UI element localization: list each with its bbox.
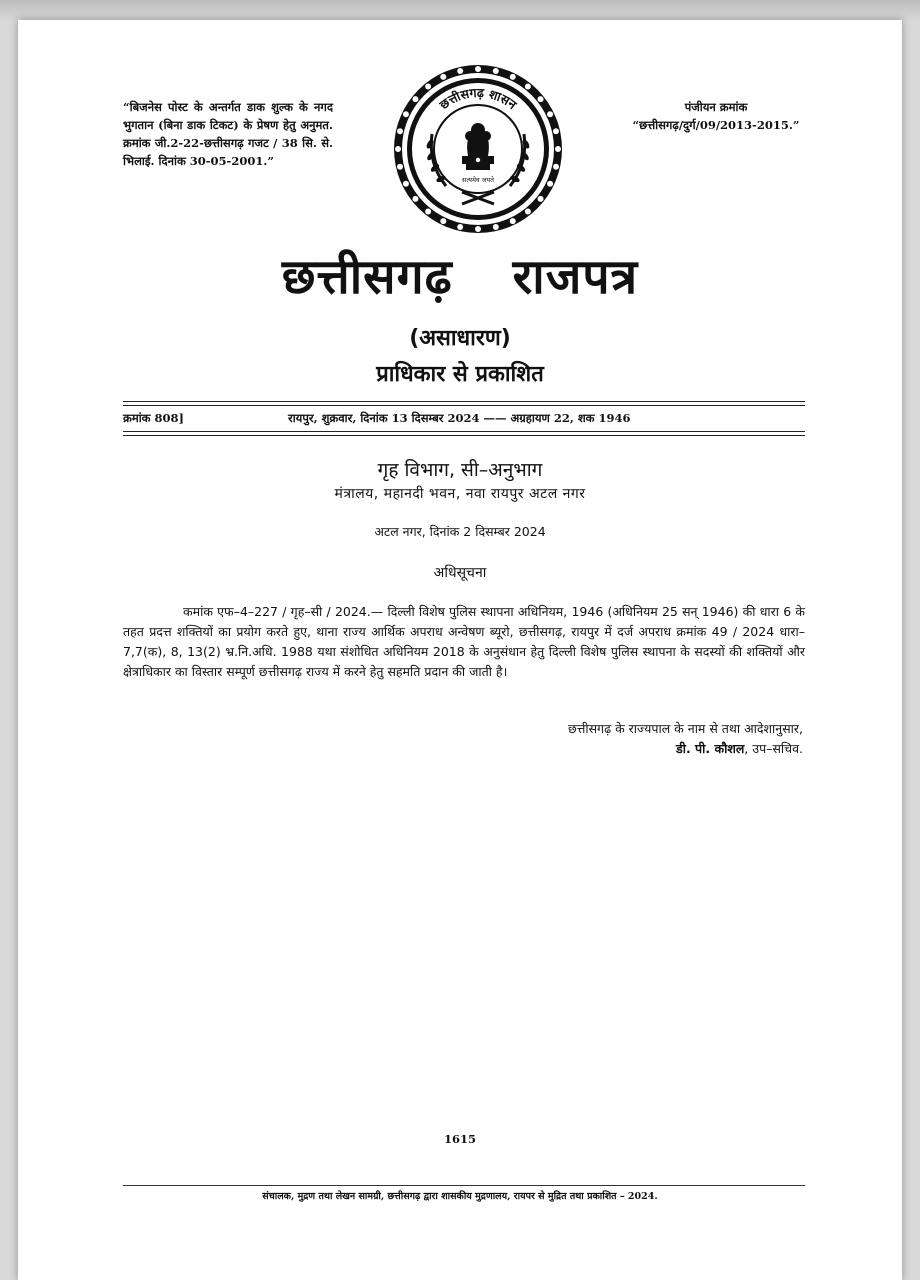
- registration-number: “छत्तीसगढ़/दुर्ग/09/2013-2015.”: [632, 118, 800, 132]
- postal-permission-note: “बिजनेस पोस्ट के अन्तर्गत डाक शुल्क के नगद भुगतान (बिना डाक टिकट) के प्रेषण हेतु अनुमत. क्रमांक जी.2-22-छत्तीसगढ़ गजट / 38 सि. से. भिलाई. दिनांक 30-05-2001.”: [123, 100, 333, 168]
- emblem-ring-notch: [457, 68, 463, 74]
- registration-label: पंजीयन क्रमांक: [684, 100, 748, 114]
- page-number: 1615: [443, 1132, 476, 1146]
- extraordinary-label: (असाधारण): [409, 326, 511, 351]
- emblem-ring-notch: [397, 128, 403, 134]
- emblem-ring-notch: [412, 96, 418, 102]
- signatory: [378, 740, 803, 757]
- signatory-name: डी. पी. कौशल: [676, 741, 745, 756]
- published-by-authority: प्राधिकार से प्रकाशित: [376, 362, 544, 387]
- emblem-ring-notch: [475, 66, 481, 72]
- emblem-motto: सत्यमेव जयते: [462, 176, 494, 184]
- emblem-ring-notch: [440, 74, 446, 80]
- double-rule-bottom-2: [123, 435, 805, 436]
- double-rule-bottom: [123, 431, 805, 432]
- emblem-ring-notch: [440, 218, 446, 224]
- title-gazette: राजपत्र: [512, 249, 639, 305]
- registration-note: [616, 98, 816, 134]
- double-rule-top-2: [123, 405, 805, 406]
- emblem-ring-notch: [425, 83, 431, 89]
- title-state: छत्तीसगढ़: [281, 249, 453, 305]
- emblem-ring-notch: [412, 196, 418, 202]
- gazette-title: [18, 243, 902, 308]
- emblem-ring-notch: [538, 196, 544, 202]
- emblem-ring-notch: [403, 181, 409, 187]
- place-and-date: अटल नगर, दिनांक 2 दिसम्बर 2024: [374, 524, 546, 539]
- footer-rule: [123, 1185, 805, 1186]
- signatory-title: , उप–सचिव.: [744, 741, 803, 756]
- printer-line: संचालक, मुद्रण तथा लेखन सामग्री, छत्तीसगढ़ द्वारा शासकीय मुद्रणालय, रायपर से मुद्रित तथा प्रकाशित – 2024.: [262, 1191, 658, 1202]
- scan-shadow: [0, 0, 920, 22]
- double-rule-top: [123, 401, 805, 402]
- emblem-ring-notch: [425, 209, 431, 215]
- gazette-page: [18, 20, 902, 1280]
- emblem-ring-notch: [475, 226, 481, 232]
- emblem-ring-notch: [547, 181, 553, 187]
- issue-date-line: रायपुर, शुक्रवार, दिनांक 13 दिसम्बर 2024 —— अग्रहायण 22, शक 1946: [288, 411, 631, 425]
- notification-heading: अधिसूचना: [433, 565, 487, 581]
- emblem-ring-notch: [510, 74, 516, 80]
- emblem-ring-notch: [553, 128, 559, 134]
- emblem-ring-notch: [403, 111, 409, 117]
- chhattisgarh-emblem-icon: [390, 64, 566, 234]
- notification-body: कमांक एफ–4–227 / गृह–सी / 2024.— दिल्ली विशेष पुलिस स्थापना अधिनियम, 1946 (अधिनियम 25 सन् 1946) की धारा 6 के तहत प्रदत्त शक्तियों का प्रयोग करते हुए, थाना राज्य आर्थिक अपराध अन्वेषण ब्यूरो, छत्तीसगढ़, रायपुर में दर्ज अपराध क्रमांक 49 / 2024 धारा–7,7(क), 8, 13(2) भ्र.नि.अधि. 1988 यथा संशोधित अधिनियम 2018 के अनुसंधान हेतु दिल्ली विशेष पुलिस स्थापना के सदस्यों की शक्तियों और क्षेत्राधिकार का विस्तार सम्पूर्ण छत्तीसगढ़ राज्य में करने हेतु सहमति प्रदान की जाती है।: [123, 604, 805, 679]
- emblem-ring-notch: [395, 146, 401, 152]
- emblem-ring-notch: [493, 68, 499, 74]
- order-line: छत्तीसगढ़ के राज्यपाल के नाम से तथा आदेशानुसार,: [567, 721, 803, 736]
- emblem-arc-text: छत्तीसगढ़ शासन: [436, 84, 520, 113]
- ministry-address: मंत्रालय, महानदी भवन, नवा रायपुर अटल नगर: [334, 486, 586, 502]
- emblem-ring-notch: [510, 218, 516, 224]
- emblem-ring-notch: [547, 111, 553, 117]
- emblem-ring-notch: [493, 224, 499, 230]
- emblem-ring-notch: [457, 224, 463, 230]
- emblem-ring-notch: [538, 96, 544, 102]
- department-name: गृह विभाग, सी–अनुभाग: [377, 459, 543, 481]
- emblem-ring-notch: [555, 146, 561, 152]
- issue-number: क्रमांक 808]: [123, 411, 184, 425]
- emblem-ring-notch: [525, 209, 531, 215]
- emblem-ring-notch: [397, 164, 403, 170]
- emblem-ring-notch: [525, 83, 531, 89]
- emblem-ring-notch: [553, 164, 559, 170]
